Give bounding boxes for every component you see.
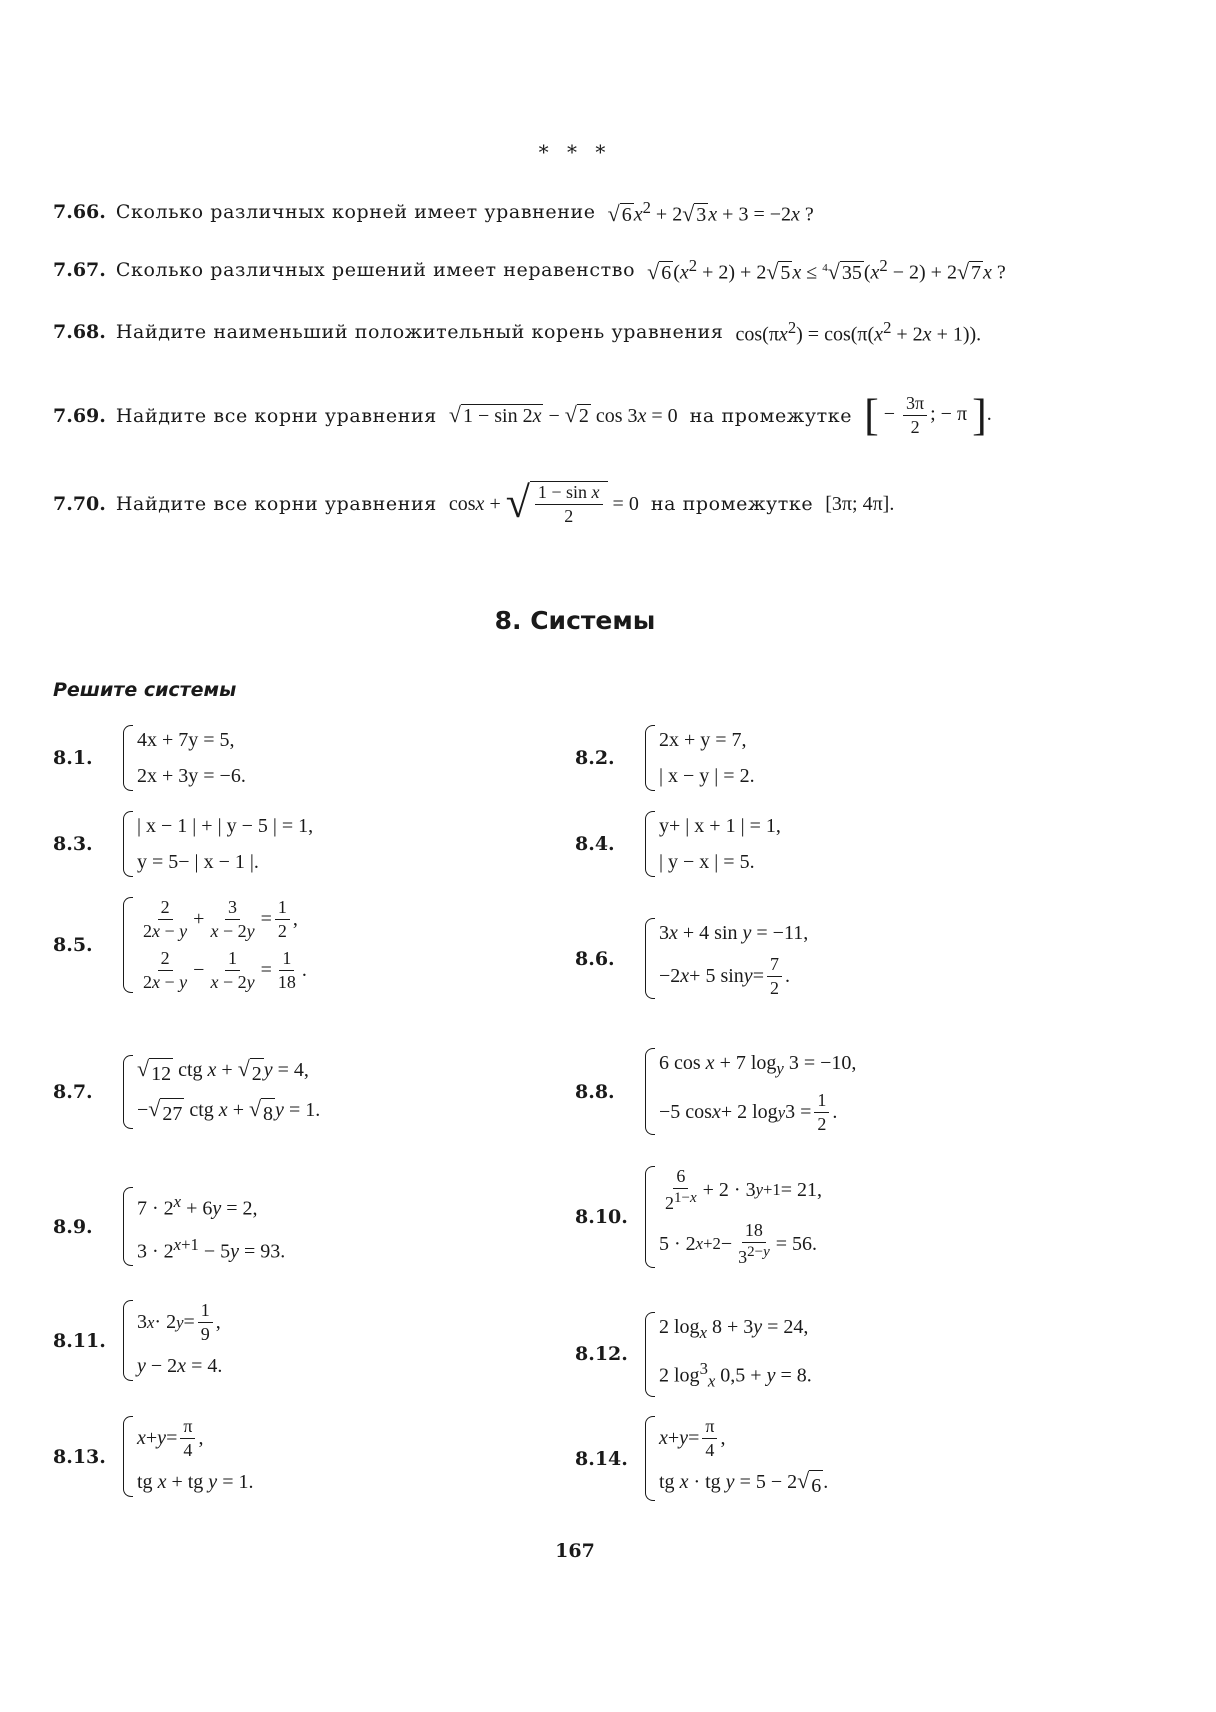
system-8-11	[53, 1300, 222, 1381]
system-brace	[123, 897, 133, 993]
section-title: 8. Системы	[494, 606, 656, 635]
system-number: 8.8.	[575, 1080, 615, 1103]
system-brace	[123, 811, 133, 877]
system-number: 8.2.	[575, 747, 615, 769]
system-brace	[645, 1048, 655, 1135]
equation: √ 6 $x^2 + 2$ √ 3 x + 3 = −2x ?	[607, 198, 814, 226]
equation-line: x + y = $\frac{\pi}{4}$ ,	[137, 1416, 204, 1460]
system-brace	[645, 1166, 655, 1268]
equation-line: 4x + 7y = 5,	[137, 729, 235, 751]
problem-number: 7.66.	[53, 201, 106, 224]
system-number: 8.7.	[53, 1081, 93, 1103]
system-brace	[645, 725, 655, 791]
equation-line: 3x + 4 sin y = −11,	[659, 922, 809, 944]
system-number: 8.1.	[53, 747, 93, 769]
instruction-subtitle: Решите системы	[53, 679, 237, 701]
system-number: 8.5.	[53, 934, 93, 956]
equation-line: 2x + y = 7,	[659, 729, 747, 751]
problem-text: Найдите все корни уравнения	[115, 404, 437, 427]
system-number: 8.6.	[575, 947, 615, 970]
problem-7-70	[53, 478, 895, 527]
system-8-7	[53, 1055, 320, 1129]
system-8-9	[53, 1187, 285, 1266]
equation-line: y = 5− | x − 1 |.	[137, 851, 259, 873]
system-number: 8.11.	[53, 1329, 106, 1352]
equation-line: x + y = $\frac{\pi}{4}$ ,	[659, 1416, 726, 1460]
equation: √ 1 − sin 2x − √ 2 cos 3x = 0	[448, 401, 678, 427]
interval: [ − $\frac{3\pi}{2}$ ; − π ].	[864, 390, 992, 440]
system-brace	[645, 918, 655, 999]
equation: cos x + √ $\frac{\text{1 − sin x}}{2}$ = 0	[448, 478, 639, 527]
problem-text: Найдите все корни уравнения	[115, 493, 437, 515]
problem-7-67	[53, 256, 1006, 285]
system-brace	[645, 1416, 655, 1501]
system-8-10	[575, 1166, 822, 1268]
equation-line: $\frac{2}{2x - y}$ + $\frac{3}{x - 2y}$ = $\frac{1}{2}$ ,	[143, 897, 298, 941]
system-8-2	[575, 725, 755, 791]
equation-line: $\frac{2}{2x - y}$ − $\frac{1}{x - 2y}$ = $\frac{1}{18}$ .	[143, 948, 307, 992]
equation-line: | x − y | = 2.	[659, 765, 755, 787]
equation-line: √ 12 ctg x + √ 2 y = 4,	[137, 1055, 320, 1089]
system-number: 8.9.	[53, 1215, 93, 1238]
system-brace	[645, 1312, 655, 1397]
system-8-5	[53, 897, 307, 993]
equation-line: 5 · 2 x+2 − $\frac{18}{3^{2-y}}$ = 56.	[659, 1220, 818, 1267]
problem-7-66	[53, 198, 814, 227]
equation-line: $3 \cdot 2^{x+1} - 5y = 93$.	[137, 1234, 286, 1263]
system-brace	[123, 1416, 133, 1497]
system-8-1	[53, 725, 246, 791]
equation-line: y+ | x + 1 | = 1,	[659, 815, 781, 837]
system-brace	[123, 1187, 133, 1266]
problem-7-68	[53, 318, 981, 347]
interval: [3π; 4π].	[825, 492, 895, 515]
section-divider-stars: * * *	[538, 140, 612, 164]
system-number: 8.3.	[53, 833, 93, 855]
equation-line: $\frac{6}{2^{1-x}}$ + 2 · 3 y+1 = 21,	[665, 1166, 823, 1213]
equation-line: y − 2x = 4.	[137, 1355, 223, 1377]
system-8-3	[53, 811, 313, 877]
equation-line: 2 $\log^3_x 0,5 + y = 8$.	[659, 1359, 812, 1391]
problem-text-2: на промежутке	[650, 493, 814, 515]
system-8-8	[575, 1048, 856, 1135]
problem-text-2: на промежутке	[689, 404, 853, 427]
system-number: 8.14.	[575, 1447, 628, 1470]
system-number: 8.12.	[575, 1343, 628, 1366]
equation-line: −5 cos x + 2 log y 3 = $\frac{1}{2}$ .	[659, 1090, 838, 1134]
equation-line: 2x + 3y = −6.	[137, 765, 246, 787]
problem-7-69	[53, 390, 992, 440]
equation-line: 3 x · 2 y = $\frac{1}{9}$ ,	[137, 1300, 221, 1344]
page-number: 167	[555, 1540, 595, 1562]
system-8-4	[575, 811, 781, 877]
problem-number: 7.67.	[53, 259, 106, 282]
problem-number: 7.70.	[53, 493, 106, 515]
system-8-12	[575, 1312, 812, 1397]
problem-number: 7.68.	[53, 321, 106, 344]
equation-line: $7 \cdot 2^x + 6y = 2$,	[137, 1192, 258, 1220]
system-number: 8.13.	[53, 1445, 106, 1468]
equation-line: − √ 27 ctg x + √ 8 y = 1.	[137, 1095, 320, 1129]
equation-line: | x − 1 | + | y − 5 | = 1,	[137, 815, 314, 837]
problem-number: 7.69.	[53, 404, 106, 427]
system-8-13	[53, 1416, 253, 1497]
equation-line: tg x · tg y = 5 − 2 √ 6 .	[659, 1467, 828, 1501]
problem-text: Найдите наименьший положительный корень уравнения	[115, 321, 724, 344]
system-brace	[123, 1300, 133, 1381]
system-8-6	[575, 918, 808, 999]
inequality: √ 6 $(x^2 + 2) + 2$ √ 5 x ≤ $^4$ √ 35 $(x^2 - 2) + 2$ √ 7 x ?	[647, 256, 1006, 284]
equation-line: tg x + tg y = 1.	[137, 1471, 254, 1493]
problem-text: Сколько различных корней имеет уравнение	[115, 201, 596, 224]
equation-line: 2 $\log_x 8 + 3y = 24$,	[659, 1316, 809, 1342]
system-number: 8.4.	[575, 833, 615, 855]
equation-line: | y − x | = 5.	[659, 851, 755, 873]
equation-line: −2 x + 5 sin y = $\frac{7}{2}$ .	[659, 954, 790, 998]
equation: $\cos(\pi x^2) = \cos(\pi(x^2 + 2x + 1))$.	[735, 318, 982, 346]
equation-line: 6 cos x + 7 $\log_y 3 = -10$,	[659, 1052, 857, 1078]
system-brace	[123, 725, 133, 791]
system-brace	[645, 811, 655, 877]
problem-text: Сколько различных решений имеет неравенство	[115, 259, 636, 282]
system-number: 8.10.	[575, 1206, 628, 1228]
system-brace	[123, 1055, 133, 1129]
system-8-14	[575, 1416, 828, 1501]
